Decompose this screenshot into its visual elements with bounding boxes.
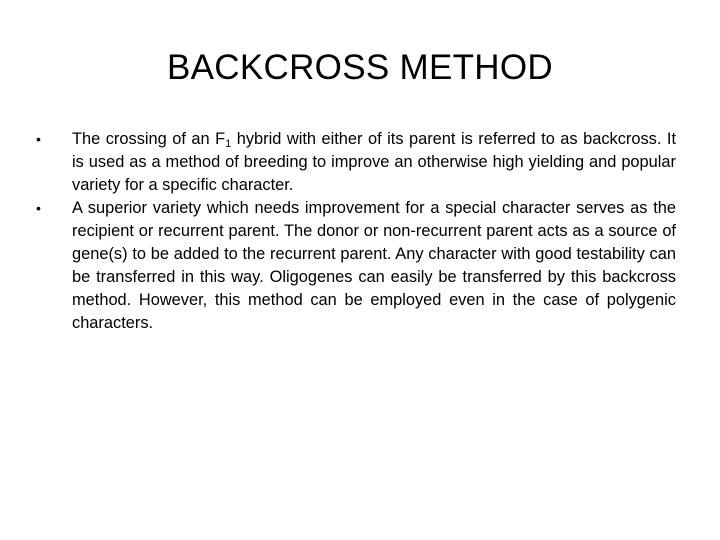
bullet-text: A superior variety which needs improvement for a special character serves as the recipient or recurrent parent. The donor or non-recurrent parent acts as a source of gene(s) to be added to the recurrent parent. Any character with good testability can be transferred in this way. Oligogenes can easily be transferred by this backcross method. However, this method can be employed even in the case of polygenic characters. xyxy=(72,199,676,332)
slide-title: BACKCROSS METHOD xyxy=(167,48,553,87)
bullet-item-recurrent-parent xyxy=(36,197,676,335)
bullet-list xyxy=(36,128,676,335)
bullet-text-part: The crossing of an F xyxy=(72,130,226,148)
bullet-item-backcross-definition xyxy=(36,128,676,197)
subscript: 1 xyxy=(225,138,232,150)
bullet-icon: • xyxy=(36,131,41,147)
bullet-text-part: hybrid with either of its parent is referred to as backcross. It is used as a method of breeding to improve an otherwise high yielding and popular variety for a specific character. xyxy=(72,130,677,194)
bullet-icon: • xyxy=(36,200,41,216)
